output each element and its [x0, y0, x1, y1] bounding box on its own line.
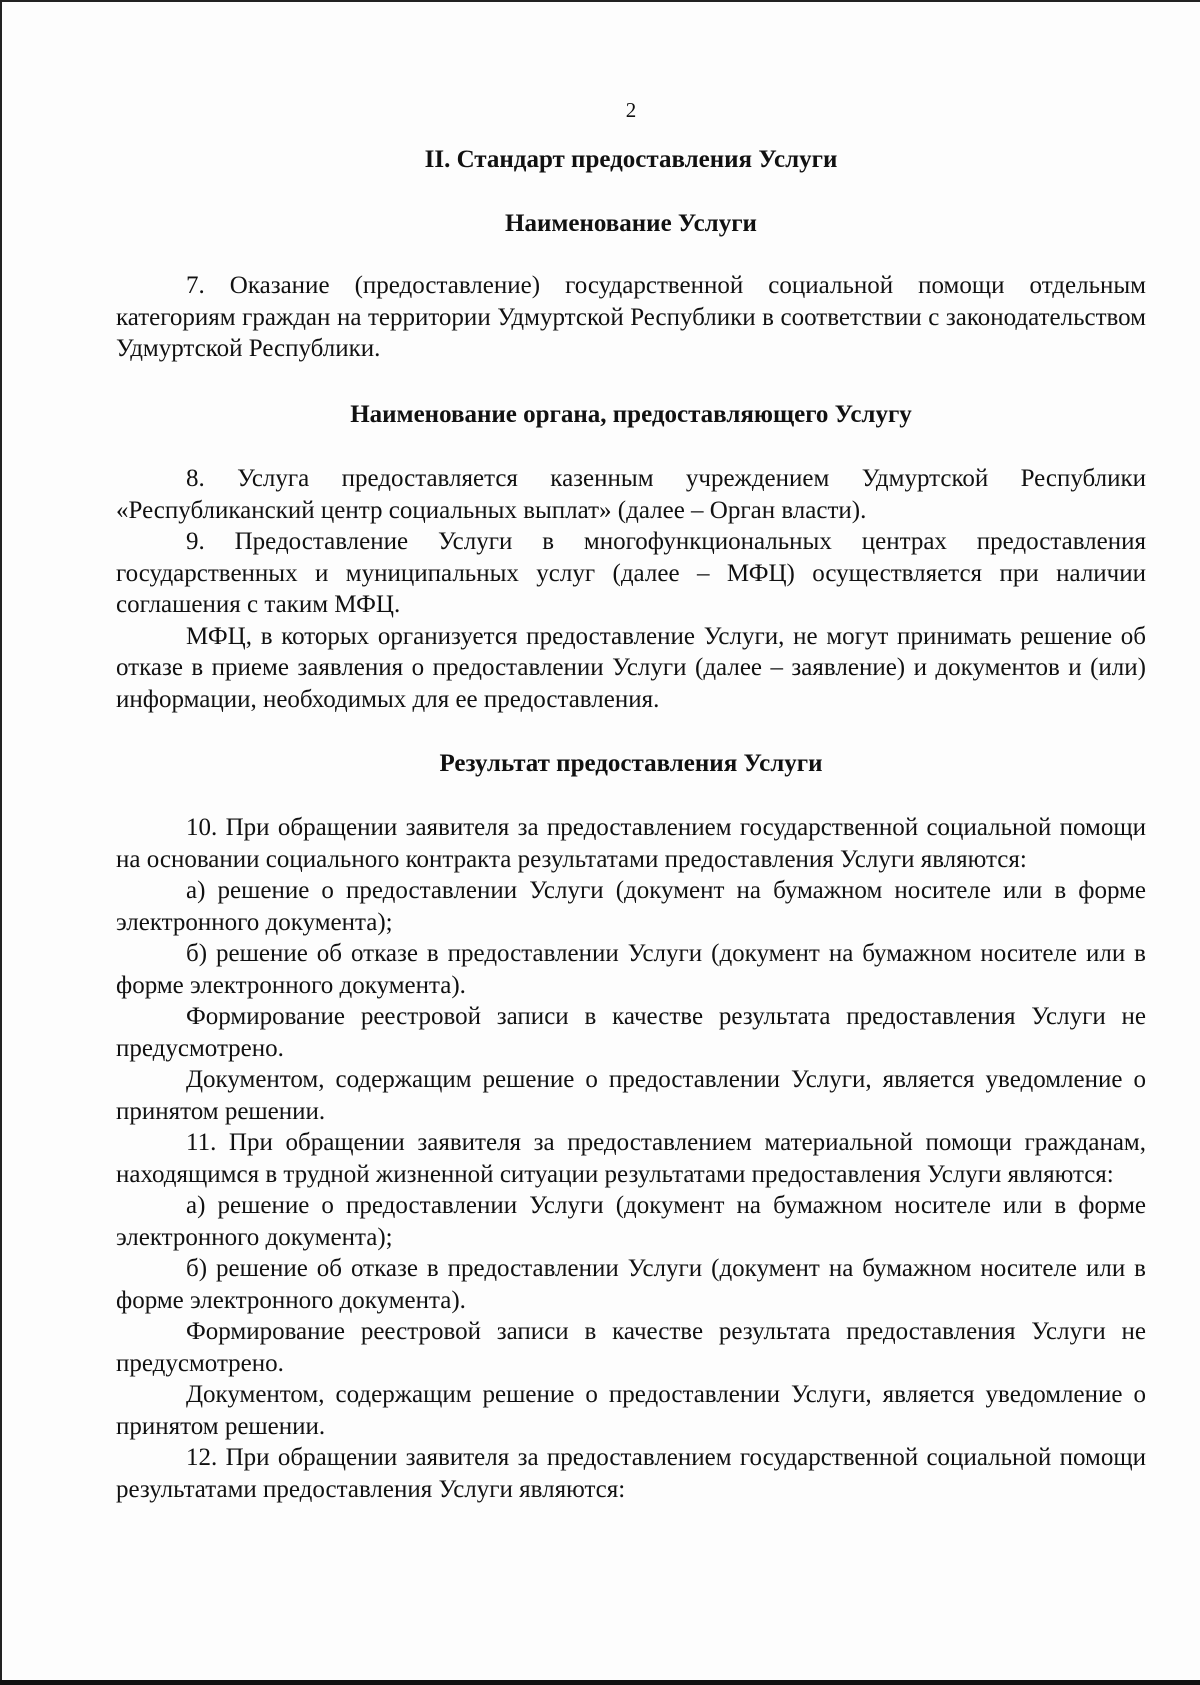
scan-edge-top: [0, 0, 1200, 2]
scan-edge-bottom: [0, 1680, 1200, 1685]
paragraph-11a: а) решение о предоставлении Услуги (документ на бумажном носителе или в форме электронного документа);: [116, 1192, 1146, 1251]
paragraph-10a: а) решение о предоставлении Услуги (документ на бумажном носителе или в форме электронного документа);: [116, 877, 1146, 936]
paragraph-block-authority: [116, 463, 1146, 715]
paragraph-11-document: Документом, содержащим решение о предоставлении Услуги, является уведомление о принятом решении.: [116, 1381, 1146, 1440]
paragraph-8: 8. Услуга предоставляется казенным учреждением Удмуртской Республики «Республиканский центр социальных выплат» (далее – Орган власти).: [116, 465, 1146, 524]
paragraph-7: 7. Оказание (предоставление) государственной социальной помощи отдельным категориям граждан на территории Удмуртской Республики в соответствии с законодательством Удмуртской Республики.: [116, 272, 1146, 362]
paragraph-block-result: [116, 812, 1146, 1505]
heading-service-name: Наименование Услуги: [505, 210, 757, 237]
paragraph-10-registry: Формирование реестровой записи в качестве результата предоставления Услуги не предусмотрено.: [116, 1003, 1146, 1062]
paragraph-10-document: Документом, содержащим решение о предоставлении Услуги, является уведомление о принятом решении.: [116, 1066, 1146, 1125]
paragraph-11: 11. При обращении заявителя за предоставлением материальной помощи гражданам, находящимся в трудной жизненной ситуации результатами предоставления Услуги являются:: [116, 1129, 1146, 1188]
heading-result: Результат предоставления Услуги: [439, 750, 823, 777]
paragraph-9: 9. Предоставление Услуги в многофункциональных центрах предоставления государственных и муниципальных услуг (далее – МФЦ) осуществляется при наличии соглашения с таким МФЦ.: [116, 528, 1146, 618]
paragraph-mfc: МФЦ, в которых организуется предоставление Услуги, не могут принимать решение об отказе в приеме заявления о предоставлении Услуги (далее – заявление) и документов и (или) информации, необходимых для ее предоставления.: [116, 622, 1146, 713]
paragraph-10b: б) решение об отказе в предоставлении Услуги (документ на бумажном носителе или в форме электронного документа).: [116, 940, 1146, 999]
scan-edge-left: [0, 0, 2, 1685]
paragraph-11-registry: Формирование реестровой записи в качестве результата предоставления Услуги не предусмотрено.: [116, 1318, 1146, 1377]
paragraph-11b: б) решение об отказе в предоставлении Услуги (документ на бумажном носителе или в форме электронного документа).: [116, 1255, 1146, 1314]
paragraph-12: 12. При обращении заявителя за предоставлением государственной социальной помощи результатами предоставления Услуги являются:: [116, 1444, 1146, 1503]
paragraph-block-service-name: [116, 270, 1146, 365]
paragraph-10: 10. При обращении заявителя за предоставлением государственной социальной помощи на основании социального контракта результатами предоставления Услуги являются:: [116, 814, 1146, 873]
page-number: 2: [625, 98, 637, 122]
heading-authority: Наименование органа, предоставляющего Услугу: [350, 401, 912, 428]
section-title: II. Стандарт предоставления Услуги: [424, 146, 838, 173]
